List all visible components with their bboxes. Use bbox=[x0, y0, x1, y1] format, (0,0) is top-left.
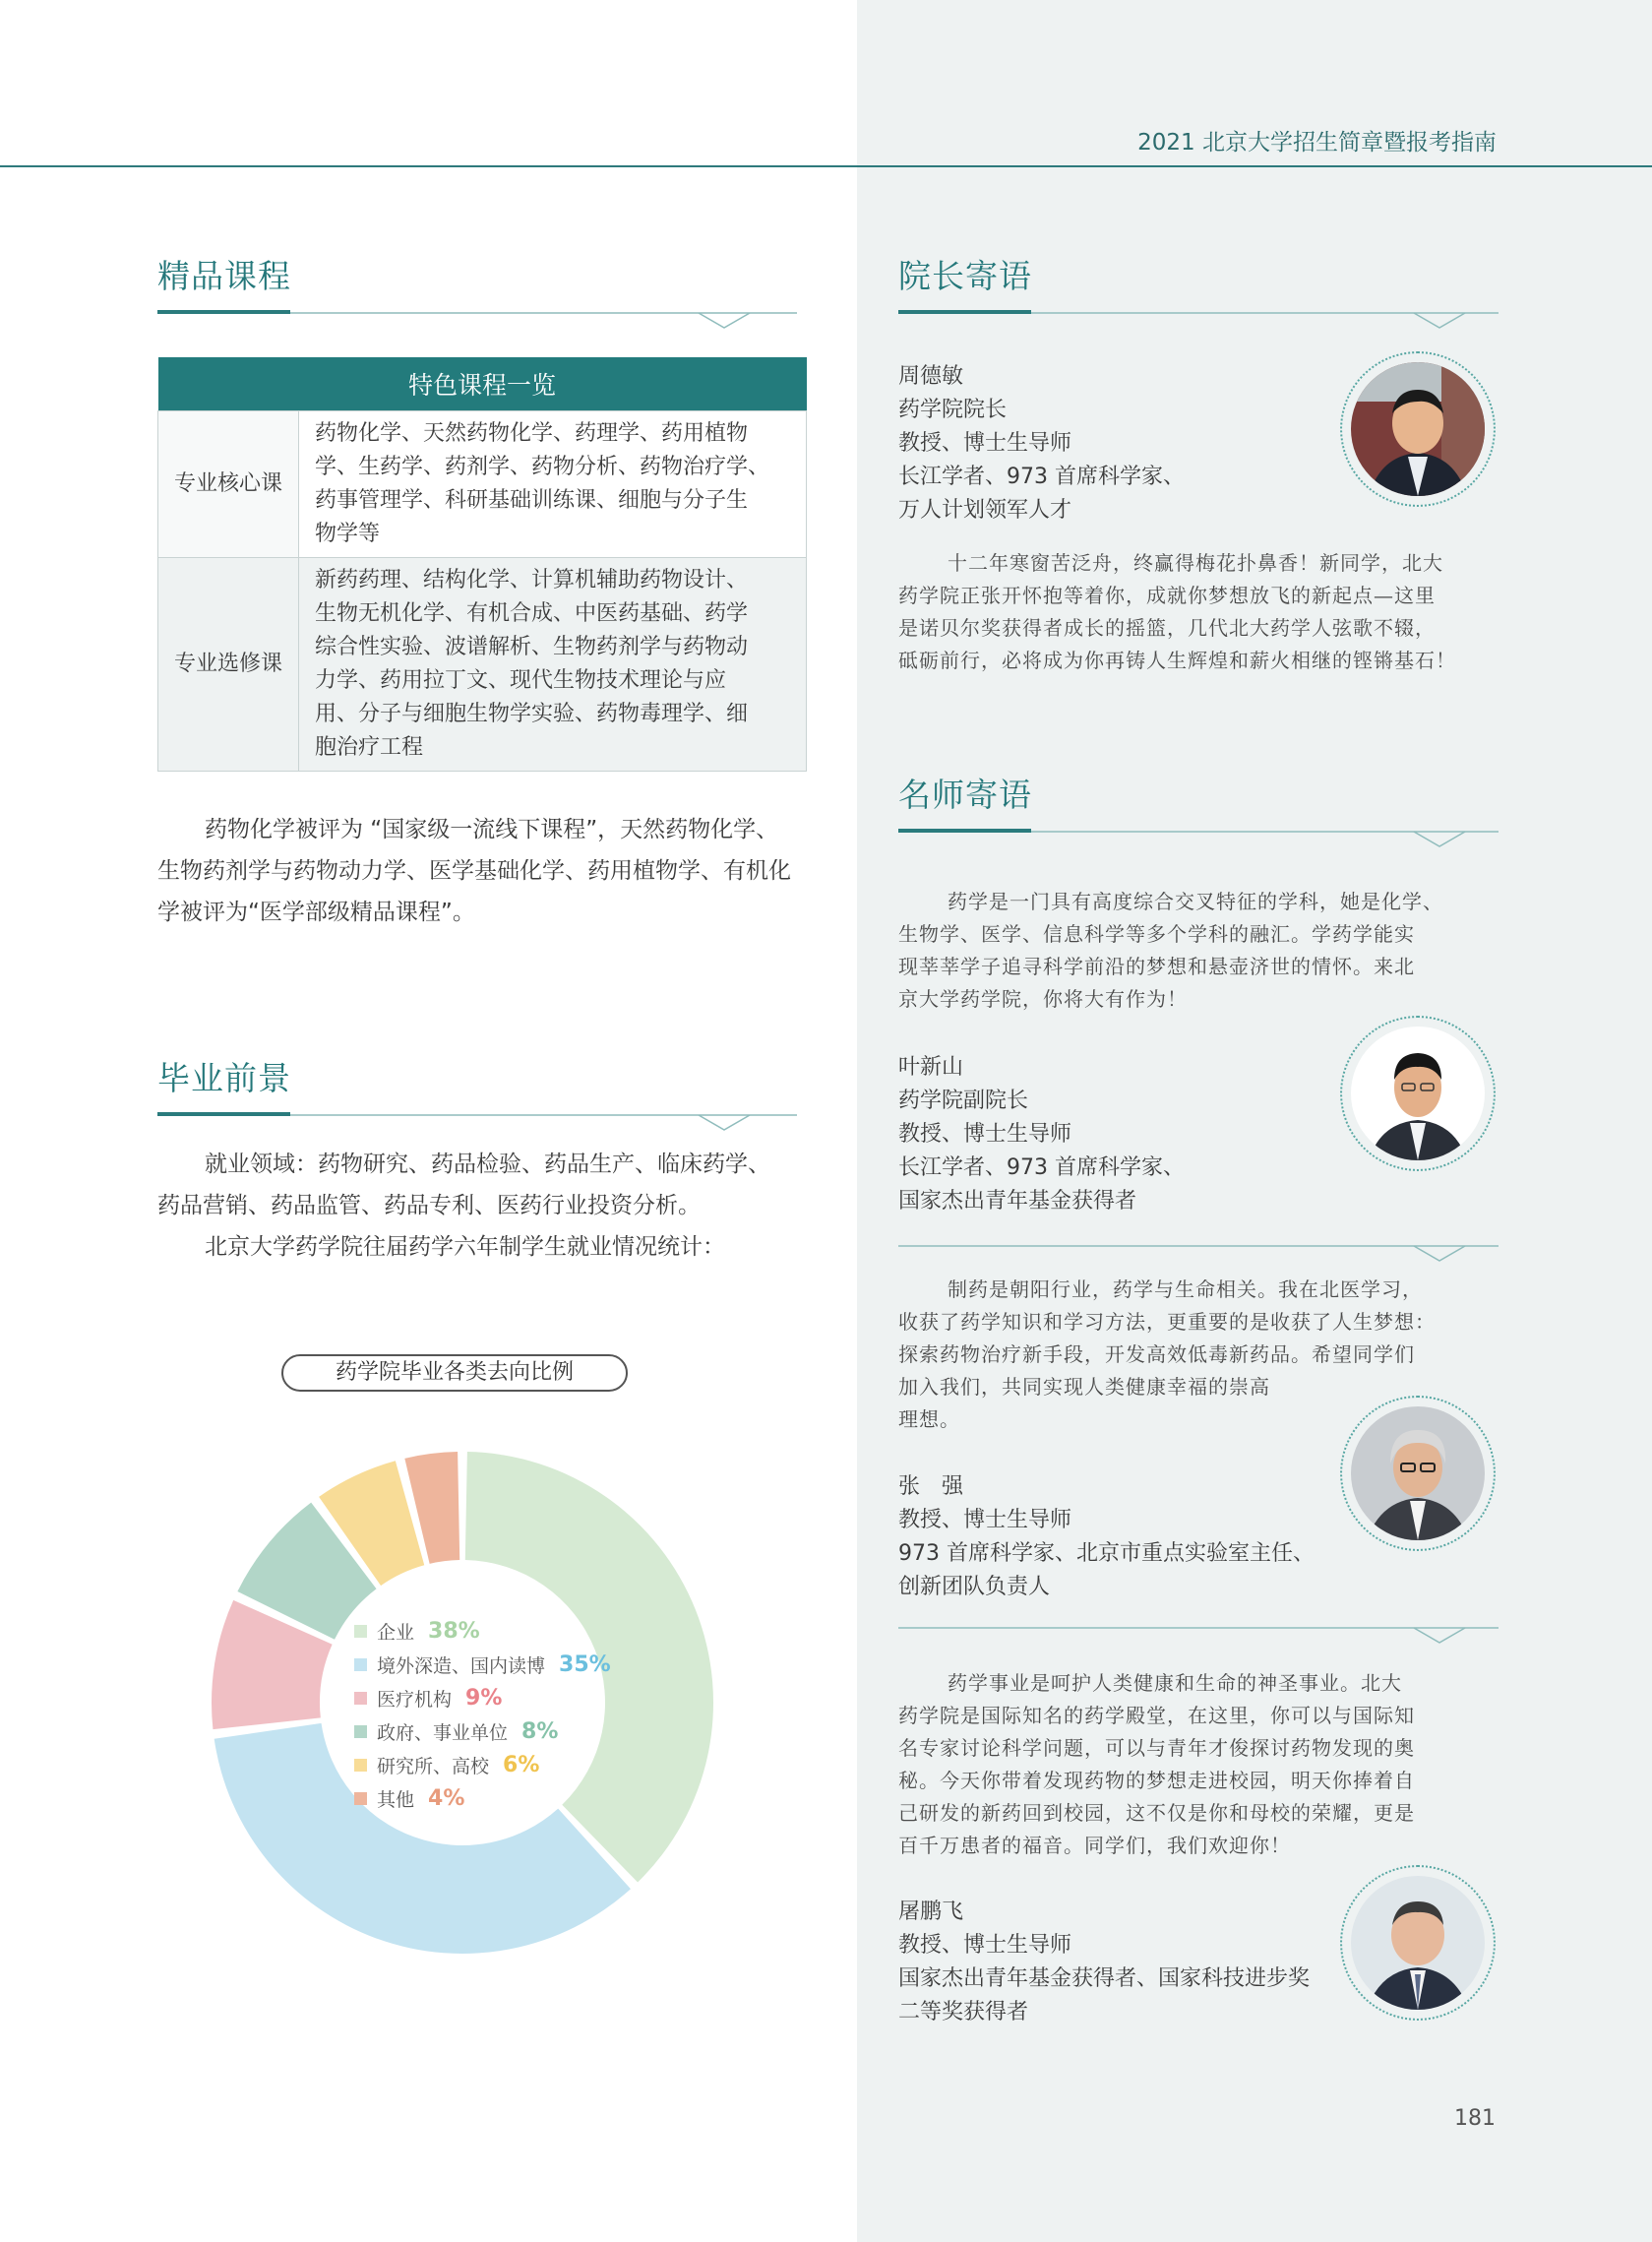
courses-section-title: 精品课程 bbox=[157, 257, 291, 295]
teacher-divider bbox=[898, 1618, 1499, 1640]
teacher1-avatar bbox=[1340, 1016, 1496, 1171]
quote-line: 制药是朝阳行业，药学与生命相关。我在北医学习， bbox=[948, 1277, 1423, 1301]
legend-label: 境外深造、国内读博 bbox=[377, 1654, 546, 1677]
course-line: 胞治疗工程 bbox=[315, 735, 424, 760]
quote-line: 收获了药学知识和学习方法，更重要的是收获了人生梦想： bbox=[898, 1310, 1436, 1334]
bio-line: 973 首席科学家、北京市重点实验室主任、 bbox=[898, 1541, 1315, 1566]
bio-line: 二等奖获得者 bbox=[898, 2000, 1029, 2024]
chart-legend bbox=[354, 1614, 611, 1815]
bio-line: 教授、博士生导师 bbox=[898, 1508, 1072, 1532]
dean-section-rule bbox=[898, 303, 1499, 325]
bio-line: 国家杰出青年基金获得者、国家科技进步奖 bbox=[898, 1966, 1311, 1991]
dean-quote bbox=[898, 547, 1499, 677]
legend-swatch bbox=[354, 1625, 367, 1638]
legend-label: 医疗机构 bbox=[377, 1688, 453, 1711]
course-table bbox=[157, 357, 807, 772]
teacher3-quote bbox=[898, 1667, 1499, 1862]
legend-swatch bbox=[354, 1658, 367, 1671]
chart-title: 药学院毕业各类去向比例 bbox=[281, 1354, 628, 1392]
quote-line: 京大学药学院，你将大有作为！ bbox=[898, 987, 1188, 1011]
teacher2-bio bbox=[898, 1470, 1315, 1604]
note-line: 生物药剂学与药物动力学、医学基础化学、药用植物学、有机化 bbox=[157, 858, 791, 884]
legend-label: 企业 bbox=[377, 1621, 415, 1644]
teacher3-name: 屠鹏飞 bbox=[898, 1899, 964, 1924]
legend-value: 9% bbox=[465, 1685, 503, 1711]
legend-item bbox=[354, 1614, 611, 1648]
course-line: 用、分子与细胞生物学实验、药物毒理学、细 bbox=[315, 702, 749, 726]
note-line: 学被评为“医学部级精品课程”。 bbox=[157, 900, 475, 925]
quote-line: 加入我们，共同实现人类健康幸福的崇高 bbox=[898, 1375, 1270, 1399]
quote-line: 己研发的新药回到校园，这不仅是你和母校的荣耀，更是 bbox=[898, 1801, 1415, 1825]
course-line: 药物化学、天然药物化学、药理学、药用植物 bbox=[315, 421, 749, 446]
quote-line: 药学是一门具有高度综合交叉特征的学科，她是化学、 bbox=[948, 890, 1443, 913]
course-list bbox=[299, 411, 807, 558]
quote-line: 现莘莘学子追寻科学前沿的梦想和悬壶济世的情怀。来北 bbox=[898, 955, 1415, 978]
dean-bio bbox=[898, 360, 1185, 528]
legend-swatch bbox=[354, 1692, 367, 1705]
quote-line: 理想。 bbox=[898, 1407, 960, 1431]
course-line: 综合性实验、波谱解析、生物药剂学与药物动 bbox=[315, 635, 749, 659]
bio-line: 教授、博士生导师 bbox=[898, 1933, 1072, 1958]
course-table-title: 特色课程一览 bbox=[158, 357, 807, 411]
quote-line: 药学事业是呵护人类健康和生命的神圣事业。北大 bbox=[948, 1671, 1402, 1695]
teacher1-bio bbox=[898, 1051, 1185, 1218]
career-line: 就业领域：药物研究、药品检验、药品生产、临床药学、 bbox=[205, 1152, 770, 1177]
legend-item bbox=[354, 1681, 611, 1714]
quote-line: 名专家讨论科学问题，可以与青年才俊探讨药物发现的奥 bbox=[898, 1736, 1415, 1760]
courses-note bbox=[157, 809, 817, 933]
course-category: 专业选修课 bbox=[158, 558, 299, 772]
legend-value: 8% bbox=[521, 1718, 559, 1744]
teacher-divider bbox=[898, 1236, 1499, 1258]
course-line: 学、生药学、药剂学、药物分析、药物治疗学、 bbox=[315, 455, 770, 479]
quote-line: 百千万患者的福音。同学们，我们欢迎你！ bbox=[898, 1834, 1291, 1857]
bio-line: 药学院院长 bbox=[898, 398, 1008, 422]
legend-swatch bbox=[354, 1759, 367, 1772]
legend-item bbox=[354, 1781, 611, 1815]
course-list bbox=[299, 558, 807, 772]
legend-value: 6% bbox=[503, 1752, 540, 1777]
teacher1-name: 叶新山 bbox=[898, 1055, 964, 1080]
teachers-section-rule bbox=[898, 822, 1499, 843]
legend-item bbox=[354, 1748, 611, 1781]
legend-swatch bbox=[354, 1725, 367, 1738]
bio-line: 万人计划领军人才 bbox=[898, 498, 1072, 523]
course-line: 力学、药用拉丁文、现代生物技术理论与应 bbox=[315, 668, 727, 693]
bio-line: 国家杰出青年基金获得者 bbox=[898, 1189, 1137, 1214]
quote-line: 生物学、医学、信息科学等多个学科的融汇。学药学能实 bbox=[898, 922, 1415, 946]
quote-line: 十二年寒窗苦泛舟，终赢得梅花扑鼻香！新同学，北大 bbox=[948, 551, 1443, 575]
dean-avatar bbox=[1340, 351, 1496, 507]
courses-section-rule bbox=[157, 303, 797, 325]
teacher2-avatar bbox=[1340, 1396, 1496, 1551]
legend-item bbox=[354, 1714, 611, 1748]
course-line: 生物无机化学、有机合成、中医药基础、药学 bbox=[315, 601, 749, 626]
header-title: 2021 北京大学招生简章暨报考指南 bbox=[1137, 130, 1497, 156]
course-line: 新药药理、结构化学、计算机辅助药物设计、 bbox=[315, 568, 749, 592]
legend-swatch bbox=[354, 1792, 367, 1805]
legend-value: 38% bbox=[428, 1618, 480, 1644]
bio-line: 长江学者、973 首席科学家、 bbox=[898, 465, 1185, 489]
course-category: 专业核心课 bbox=[158, 411, 299, 558]
teacher3-avatar bbox=[1340, 1865, 1496, 2021]
note-line: 药物化学被评为 “国家级一流线下课程”，天然药物化学、 bbox=[205, 817, 779, 842]
page-number: 181 bbox=[1454, 2106, 1496, 2131]
bio-line: 创新团队负责人 bbox=[898, 1575, 1051, 1599]
bio-line: 教授、博士生导师 bbox=[898, 1122, 1072, 1147]
header-rule bbox=[0, 165, 1652, 167]
legend-label: 政府、事业单位 bbox=[377, 1721, 509, 1744]
dean-section-title: 院长寄语 bbox=[898, 257, 1032, 295]
course-line: 药事管理学、科研基础训练课、细胞与分子生 bbox=[315, 488, 749, 513]
course-line: 物学等 bbox=[315, 522, 381, 546]
quote-line: 秘。今天你带着发现药物的梦想走进校园，明天你捧着自 bbox=[898, 1769, 1415, 1792]
legend-item bbox=[354, 1648, 611, 1681]
quote-line: 药学院正张开怀抱等着你，成就你梦想放飞的新起点—这里 bbox=[898, 584, 1436, 607]
legend-label: 研究所、高校 bbox=[377, 1755, 490, 1777]
legend-value: 4% bbox=[428, 1785, 465, 1811]
quote-line: 是诺贝尔奖获得者成长的摇篮，几代北大药学人弦歌不辍， bbox=[898, 616, 1436, 640]
career-section-rule bbox=[157, 1105, 797, 1127]
bio-line: 教授、博士生导师 bbox=[898, 431, 1072, 456]
dean-name: 周德敏 bbox=[898, 364, 964, 389]
legend-label: 其他 bbox=[377, 1788, 415, 1811]
quote-line: 药学院是国际知名的药学殿堂，在这里，你可以与国际知 bbox=[898, 1704, 1415, 1727]
teachers-section-title: 名师寄语 bbox=[898, 776, 1032, 814]
career-line: 药品营销、药品监管、药品专利、医药行业投资分析。 bbox=[157, 1193, 701, 1218]
career-text bbox=[157, 1144, 826, 1268]
career-section-title: 毕业前景 bbox=[157, 1059, 291, 1097]
teacher3-bio bbox=[898, 1896, 1310, 2029]
legend-value: 35% bbox=[559, 1651, 611, 1677]
career-line: 北京大学药学院往届药学六年制学生就业情况统计： bbox=[205, 1234, 725, 1260]
teacher2-name: 张 强 bbox=[898, 1474, 964, 1499]
quote-line: 砥砺前行，必将成为你再铸人生辉煌和薪火相继的铿锵基石！ bbox=[898, 649, 1456, 672]
quote-line: 探索药物治疗新手段，开发高效低毒新药品。希望同学们 bbox=[898, 1342, 1415, 1366]
bio-line: 长江学者、973 首席科学家、 bbox=[898, 1155, 1185, 1180]
bio-line: 药学院副院长 bbox=[898, 1089, 1029, 1113]
teacher1-quote bbox=[898, 886, 1499, 1016]
